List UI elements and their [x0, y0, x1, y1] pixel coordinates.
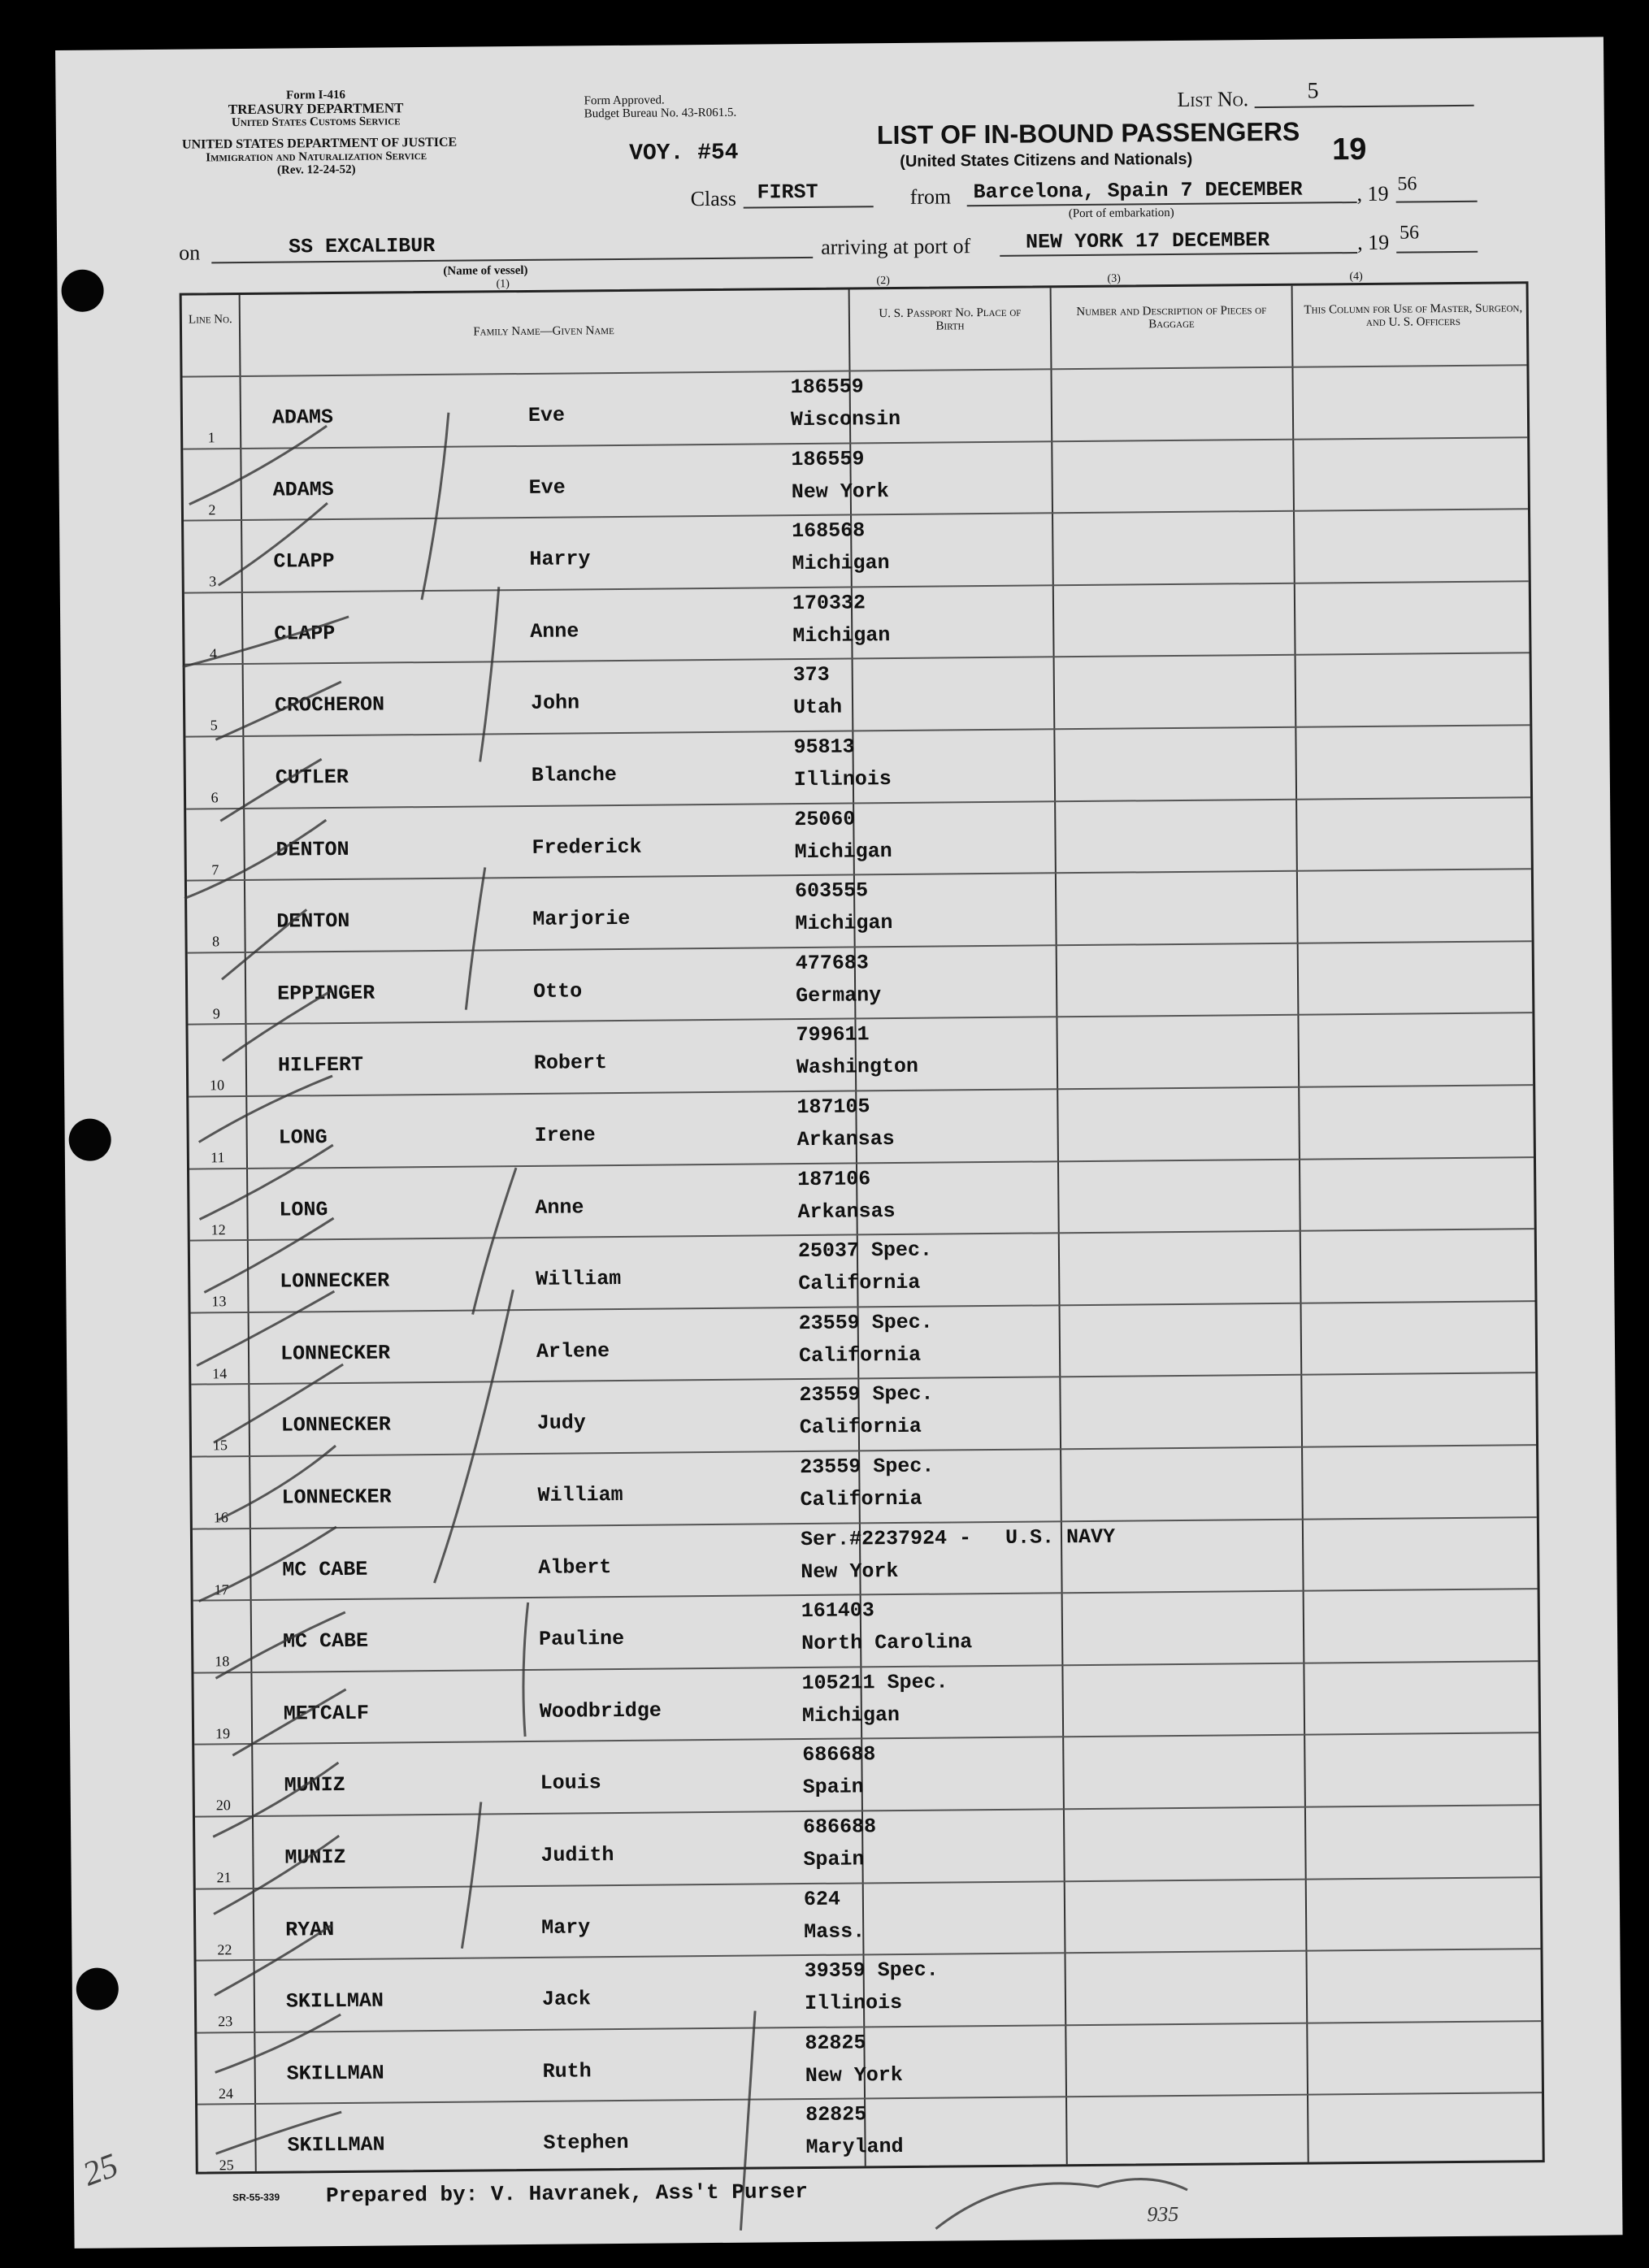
family-name: HILFERT [277, 1053, 364, 1078]
table-row [189, 1084, 1534, 1169]
family-name: CLAPP [273, 549, 335, 574]
passport-number: Ser.#2237924 - [800, 1525, 972, 1551]
table-row [196, 1876, 1541, 1962]
class-value: FIRST [757, 180, 818, 205]
arrival-year: 56 [1399, 222, 1420, 244]
family-name: LONG [278, 1125, 328, 1150]
line-number: 16 [213, 1509, 228, 1526]
given-name: Louis [540, 1771, 601, 1796]
form-title: LIST OF IN-BOUND PASSENGERS [876, 116, 1300, 150]
passport-number: 187105 [796, 1095, 870, 1120]
place-of-birth: Michigan [792, 551, 890, 576]
line-number: 4 [209, 645, 218, 662]
manifest-page [55, 37, 1623, 2248]
table-row [189, 1156, 1534, 1242]
family-name: ADAMS [271, 405, 334, 430]
table-row [184, 508, 1529, 593]
passport-number: 82825 [805, 2031, 866, 2055]
table-row [183, 364, 1528, 449]
family-name: SKILLMAN [287, 2132, 385, 2157]
family-name: CROCHERON [274, 692, 385, 718]
punch-hole [68, 1118, 111, 1160]
place-of-birth: New York [805, 2062, 903, 2088]
place-of-birth: Illinois [804, 1991, 903, 2016]
column-number-1: (1) [496, 278, 510, 291]
passport-number: 82825 [805, 2102, 867, 2127]
place-of-birth: North Carolina [801, 1630, 973, 1656]
column-number-2: (2) [876, 275, 890, 288]
place-of-birth: Washington [796, 1055, 919, 1080]
punch-hole [61, 269, 103, 311]
line-number: 11 [210, 1149, 225, 1166]
line-number: 9 [212, 1005, 220, 1022]
family-name: LONG [279, 1197, 328, 1222]
line-number: 2 [208, 501, 216, 518]
line-number: 13 [211, 1293, 227, 1310]
line-number: 21 [216, 1869, 232, 1886]
family-name: SKILLMAN [285, 1988, 384, 2014]
line-number: 18 [215, 1653, 230, 1670]
given-name: William [536, 1267, 622, 1292]
passport-number: 23559 Spec. [799, 1382, 934, 1407]
budget-bureau: Budget Bureau No. 43-R061.5. [584, 106, 737, 121]
family-name: SKILLMAN [286, 2061, 384, 2086]
form-approved: Form Approved. [584, 93, 665, 108]
line-number: 8 [211, 933, 220, 950]
table-row [184, 580, 1530, 666]
given-name: Judith [540, 1843, 614, 1867]
family-name: RYAN [285, 1917, 335, 1942]
department-of-justice: UNITED STATES DEPARTMENT OF JUSTICE [181, 135, 458, 152]
passport-number: 23559 Spec. [798, 1310, 933, 1335]
family-name: CLAPP [274, 621, 336, 646]
given-name: Marjorie [532, 907, 631, 932]
given-name: Eve [528, 475, 566, 500]
line-number: 17 [214, 1581, 229, 1598]
passport-number: 686688 [802, 1815, 877, 1840]
passport-number: 25037 Spec. [797, 1238, 933, 1264]
given-name: Eve [527, 403, 566, 427]
from-label: from [909, 184, 952, 209]
passport-number: 170332 [792, 591, 866, 615]
place-of-birth: Utah [792, 695, 843, 720]
table-row [193, 1516, 1538, 1602]
column-header-baggage: Number and Description of Pieces of Baggage [1076, 304, 1267, 332]
table-row [183, 436, 1528, 522]
place-of-birth: Michigan [801, 1702, 900, 1728]
given-name: Frederick [532, 835, 642, 860]
table-row [191, 1373, 1536, 1458]
family-name: MC CABE [282, 1557, 368, 1582]
line-number: 12 [210, 1221, 226, 1238]
given-name: Albert [538, 1555, 612, 1580]
place-of-birth: California [800, 1486, 922, 1512]
passport-number: 603555 [794, 878, 869, 904]
port-caption: (Port of embarkation) [1068, 206, 1174, 221]
table-row [186, 796, 1531, 882]
from-year-prefix: , 19 [1356, 181, 1389, 206]
place-of-birth: Michigan [795, 911, 893, 936]
place-of-birth: New York [801, 1559, 899, 1584]
given-name: Arlene [536, 1338, 610, 1364]
given-name: Ruth [542, 2059, 592, 2084]
place-of-birth: Michigan [792, 622, 891, 648]
passport-number: 187106 [797, 1166, 871, 1191]
from-year: 56 [1397, 173, 1417, 195]
passport-number: 186559 [790, 375, 864, 400]
passport-number: 686688 [802, 1742, 876, 1767]
table-row [195, 1804, 1540, 1889]
table-row [192, 1444, 1537, 1529]
given-name: Judy [536, 1411, 586, 1436]
column-number-4: (4) [1349, 270, 1363, 284]
given-name: Mary [541, 1915, 591, 1940]
place-of-birth: Spain [802, 1775, 864, 1800]
line-number: 7 [211, 861, 219, 878]
passport-number: 186559 [791, 446, 865, 471]
family-name: EPPINGER [277, 981, 375, 1006]
family-name: LONNECKER [280, 1412, 391, 1438]
line-number: 19 [215, 1724, 231, 1742]
line-number: 15 [212, 1437, 228, 1454]
passport-number: 168568 [792, 518, 866, 544]
table-row [185, 724, 1530, 809]
immigration-service: Immigration and Naturalization Service [206, 150, 427, 165]
given-name: Jack [541, 1987, 592, 2012]
family-name: MC CABE [282, 1628, 369, 1654]
punch-hole [76, 1967, 119, 2010]
place-of-birth: New York [791, 479, 889, 504]
family-name: ADAMS [272, 477, 334, 502]
family-name: METCALF [283, 1701, 370, 1726]
given-name: John [530, 691, 580, 716]
port-of-arrival: NEW YORK 17 DECEMBER [1025, 228, 1270, 254]
line-number: 24 [218, 2084, 234, 2102]
place-of-birth: Mass. [804, 1919, 866, 1944]
place-of-birth: California [798, 1342, 922, 1368]
family-name: LONNECKER [281, 1485, 392, 1510]
family-name: DENTON [276, 909, 350, 934]
arrival-year-prefix: , 19 [1356, 230, 1390, 255]
column-header-passport: U. S. Passport No. Place of Birth [879, 306, 1022, 333]
revision-date: (Rev. 12-24-52) [276, 163, 356, 177]
table-row [197, 2020, 1542, 2105]
place-of-birth: California [798, 1270, 921, 1296]
line-number: 22 [217, 1941, 232, 1958]
family-name: MUNIZ [284, 1845, 346, 1870]
given-name: Blanche [531, 763, 617, 787]
line-number: 25 [219, 2157, 234, 2174]
family-name: LONNECKER [280, 1268, 390, 1294]
table-row [187, 868, 1532, 953]
line-number: 1 [207, 429, 215, 446]
family-name: DENTON [276, 837, 349, 862]
table-row [193, 1660, 1538, 1745]
table-row [197, 1948, 1542, 2033]
vessel-caption: (Name of vessel) [443, 263, 528, 278]
vessel-name: SS EXCALIBUR [288, 233, 436, 259]
baggage-description: U.S. NAVY [1005, 1524, 1116, 1550]
place-of-birth: California [799, 1415, 922, 1440]
place-of-birth: Arkansas [796, 1127, 895, 1152]
treasury-department: TREASURY DEPARTMENT [228, 100, 404, 118]
given-name: Harry [529, 547, 591, 572]
place-of-birth: Illinois [793, 767, 892, 792]
line-number: 10 [210, 1077, 225, 1094]
place-of-birth: Spain [803, 1847, 865, 1872]
passport-number: 161403 [801, 1598, 874, 1624]
line-number: 23 [218, 2013, 233, 2030]
place-of-birth: Michigan [794, 839, 892, 864]
table-row [191, 1300, 1536, 1386]
line-number: 3 [209, 573, 217, 590]
place-of-birth: Maryland [805, 2135, 904, 2160]
given-name: William [537, 1482, 623, 1507]
passport-number: 25060 [794, 807, 856, 831]
table-row [197, 2092, 1543, 2178]
table-row [190, 1228, 1535, 1313]
column-header-line: Line No. [188, 313, 232, 327]
table-row [188, 940, 1533, 1026]
table-row [193, 1588, 1538, 1673]
table-row [185, 653, 1530, 738]
given-name: Anne [535, 1195, 584, 1220]
passport-number: 39359 Spec. [804, 1958, 939, 1984]
family-name: MUNIZ [284, 1773, 345, 1798]
passport-number: 373 [792, 663, 830, 687]
margin-note: 25 [78, 2146, 124, 2194]
family-name: LONNECKER [280, 1341, 391, 1366]
port-of-embarkation: Barcelona, Spain 7 DECEMBER [973, 177, 1303, 205]
passenger-table [180, 281, 1545, 2174]
on-label: on [179, 241, 201, 265]
place-of-birth: Arkansas [797, 1199, 896, 1224]
given-name: Anne [530, 619, 579, 644]
column-number-3: (3) [1107, 272, 1121, 285]
passport-number: 105211 Spec. [801, 1670, 948, 1695]
handwritten-number: 935 [1147, 2202, 1179, 2227]
place-of-birth: Wisconsin [790, 406, 901, 432]
class-label: Class [690, 186, 737, 211]
table-row [194, 1732, 1539, 1818]
list-number: 5 [1307, 78, 1319, 104]
form-subtitle: (United States Citizens and Nationals) [900, 150, 1193, 171]
given-name: Irene [534, 1123, 596, 1147]
line-number: 5 [210, 717, 218, 734]
customs-service: United States Customs Service [231, 115, 401, 130]
line-number: 6 [210, 789, 219, 806]
passport-number: 23559 Spec. [800, 1454, 935, 1480]
line-number: 20 [215, 1797, 231, 1814]
form-code: SR-55-339 [232, 2191, 280, 2204]
line-number: 14 [212, 1365, 228, 1382]
table-row [188, 1013, 1533, 1098]
form-number: Form I-416 [285, 88, 346, 102]
voyage-number: VOY. #54 [629, 140, 739, 167]
family-name: CUTLER [275, 765, 349, 790]
arriving-label: arriving at port of [821, 234, 971, 259]
passport-number: 624 [803, 1887, 841, 1911]
given-name: Otto [533, 979, 583, 1004]
column-header-name: Family Name—Given Name [473, 324, 614, 339]
given-name: Woodbridge [539, 1698, 662, 1724]
page-number: 19 [1331, 132, 1367, 167]
passport-number: 477683 [795, 951, 869, 975]
place-of-birth: Germany [796, 982, 882, 1008]
given-name: Pauline [538, 1627, 625, 1652]
given-name: Stephen [543, 2131, 629, 2156]
list-number-label: List No. [1177, 87, 1249, 111]
passport-number: 95813 [793, 735, 855, 760]
passport-number: 799611 [796, 1022, 870, 1047]
prepared-by: Prepared by: V. Havranek, Ass't Purser [325, 2179, 809, 2209]
given-name: Robert [533, 1051, 608, 1076]
column-header-officers: This Column for Use of Master, Surgeon, and U. S. Officers [1304, 301, 1523, 329]
